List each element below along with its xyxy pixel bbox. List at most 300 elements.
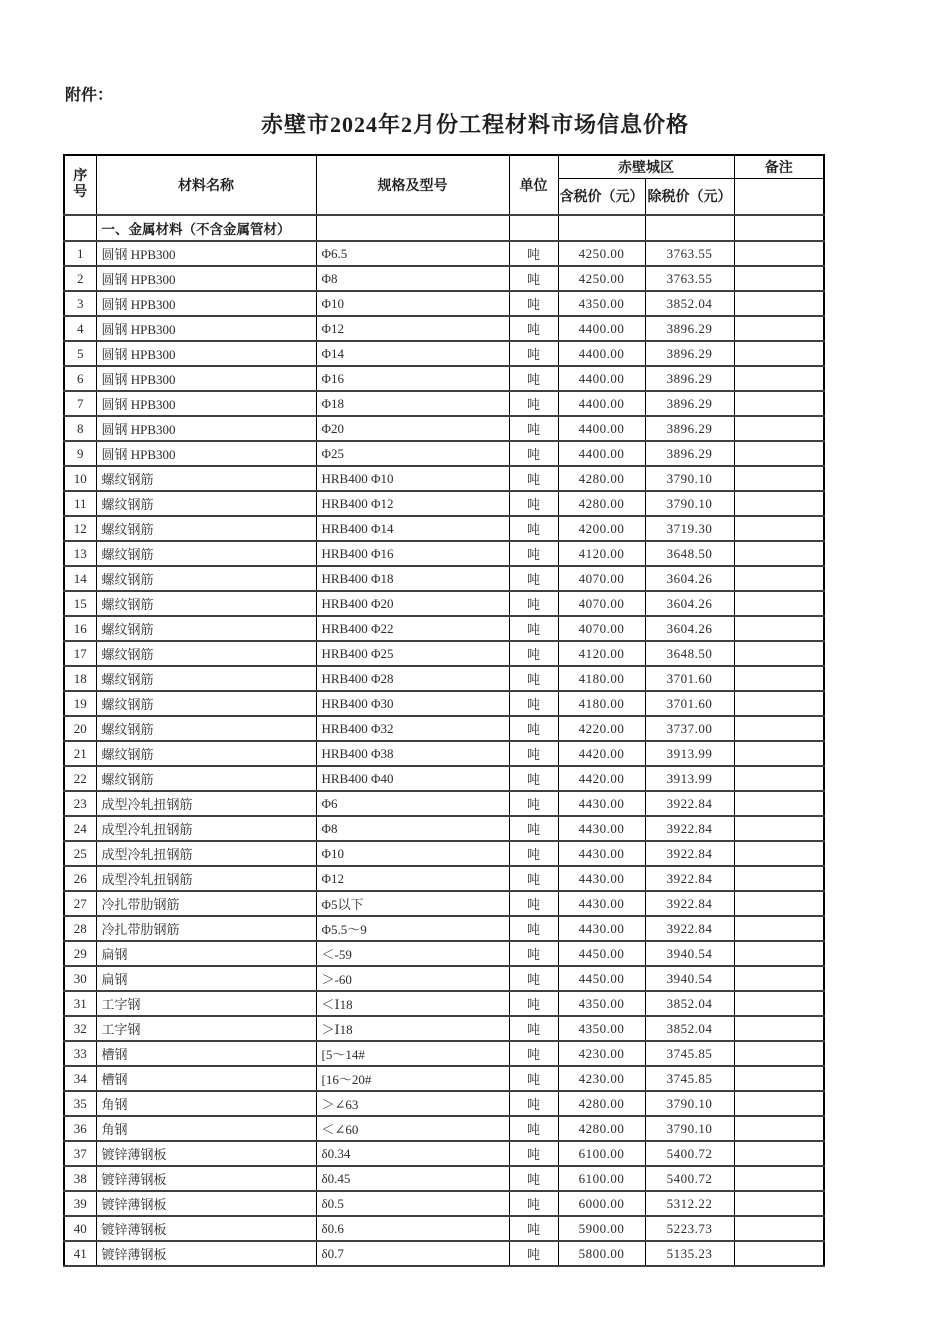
row-spec-model: HRB400 Φ22 (316, 616, 509, 641)
row-remark (734, 1041, 824, 1066)
table-row (64, 941, 824, 966)
row-material-name: 工字钢 (96, 1016, 316, 1041)
row-price-excl-tax: 3701.60 (645, 666, 734, 691)
row-material-name: 成型冷轧扭钢筋 (96, 791, 316, 816)
table-row (64, 1241, 824, 1266)
row-price-excl-tax: 3719.30 (645, 516, 734, 541)
row-material-name: 螺纹钢筋 (96, 691, 316, 716)
row-unit: 吨 (509, 641, 558, 666)
row-spec-model: [5～14# (316, 1041, 509, 1066)
row-unit: 吨 (509, 991, 558, 1016)
row-unit: 吨 (509, 591, 558, 616)
row-spec-model: HRB400 Φ40 (316, 766, 509, 791)
row-material-name: 螺纹钢筋 (96, 591, 316, 616)
row-price-excl-tax: 3790.10 (645, 491, 734, 516)
row-remark (734, 541, 824, 566)
row-seq: 38 (64, 1166, 96, 1191)
table-row (64, 1041, 824, 1066)
table-row (64, 366, 824, 391)
row-unit: 吨 (509, 316, 558, 341)
row-price-incl-tax: 4450.00 (558, 941, 645, 966)
row-unit: 吨 (509, 866, 558, 891)
row-price-excl-tax: 5312.22 (645, 1191, 734, 1216)
row-remark (734, 1191, 824, 1216)
row-remark (734, 941, 824, 966)
row-spec-model: Φ14 (316, 341, 509, 366)
row-remark (734, 691, 824, 716)
row-spec-model: HRB400 Φ25 (316, 641, 509, 666)
table-row (64, 741, 824, 766)
row-remark (734, 291, 824, 316)
row-price-excl-tax: 5223.73 (645, 1216, 734, 1241)
row-material-name: 槽钢 (96, 1041, 316, 1066)
row-seq: 11 (64, 491, 96, 516)
row-seq: 25 (64, 841, 96, 866)
row-material-name: 冷扎带肋钢筋 (96, 916, 316, 941)
row-price-excl-tax: 3896.29 (645, 341, 734, 366)
row-unit: 吨 (509, 941, 558, 966)
row-unit: 吨 (509, 1041, 558, 1066)
row-spec-model: Φ10 (316, 841, 509, 866)
row-spec-model: HRB400 Φ16 (316, 541, 509, 566)
section-remark-cell (734, 215, 824, 241)
row-remark (734, 741, 824, 766)
row-unit: 吨 (509, 416, 558, 441)
row-spec-model: [16～20# (316, 1066, 509, 1091)
row-price-incl-tax: 6100.00 (558, 1166, 645, 1191)
table-row (64, 1066, 824, 1091)
row-material-name: 螺纹钢筋 (96, 666, 316, 691)
row-spec-model: ＞Ⅰ18 (316, 1016, 509, 1041)
row-seq: 28 (64, 916, 96, 941)
row-price-excl-tax: 3745.85 (645, 1066, 734, 1091)
section-title: 一、金属材料（不含金属管材） (96, 215, 316, 241)
row-price-excl-tax: 3922.84 (645, 916, 734, 941)
table-row (64, 441, 824, 466)
row-unit: 吨 (509, 841, 558, 866)
row-remark (734, 616, 824, 641)
row-price-incl-tax: 4430.00 (558, 891, 645, 916)
row-spec-model: HRB400 Φ20 (316, 591, 509, 616)
row-material-name: 圆钢 HPB300 (96, 241, 316, 266)
row-price-excl-tax: 5400.72 (645, 1166, 734, 1191)
row-spec-model: δ0.5 (316, 1191, 509, 1216)
row-seq: 13 (64, 541, 96, 566)
row-price-excl-tax: 3604.26 (645, 616, 734, 641)
row-seq: 40 (64, 1216, 96, 1241)
table-row (64, 591, 824, 616)
row-price-excl-tax: 3896.29 (645, 366, 734, 391)
row-material-name: 圆钢 HPB300 (96, 291, 316, 316)
row-unit: 吨 (509, 291, 558, 316)
row-price-excl-tax: 3940.54 (645, 966, 734, 991)
row-price-incl-tax: 4180.00 (558, 691, 645, 716)
row-spec-model: Φ5以下 (316, 891, 509, 916)
row-unit: 吨 (509, 616, 558, 641)
row-seq: 39 (64, 1191, 96, 1216)
table-row (64, 916, 824, 941)
row-unit: 吨 (509, 391, 558, 416)
table-row (64, 1016, 824, 1041)
row-price-incl-tax: 4070.00 (558, 616, 645, 641)
row-unit: 吨 (509, 466, 558, 491)
row-remark (734, 1241, 824, 1266)
row-price-incl-tax: 5800.00 (558, 1241, 645, 1266)
row-price-excl-tax: 3896.29 (645, 391, 734, 416)
row-price-incl-tax: 4400.00 (558, 441, 645, 466)
column-header-material-name: 材料名称 (96, 155, 316, 215)
material-price-table (63, 154, 825, 1267)
row-remark (734, 716, 824, 741)
row-spec-model: HRB400 Φ10 (316, 466, 509, 491)
row-spec-model: Φ6 (316, 791, 509, 816)
row-price-excl-tax: 3790.10 (645, 1116, 734, 1141)
table-row (64, 1141, 824, 1166)
row-unit: 吨 (509, 566, 558, 591)
table-row (64, 791, 824, 816)
row-unit: 吨 (509, 816, 558, 841)
row-material-name: 圆钢 HPB300 (96, 266, 316, 291)
row-unit: 吨 (509, 366, 558, 391)
row-spec-model: Φ18 (316, 391, 509, 416)
row-material-name: 圆钢 HPB300 (96, 391, 316, 416)
row-material-name: 角钢 (96, 1116, 316, 1141)
row-seq: 14 (64, 566, 96, 591)
row-unit: 吨 (509, 1116, 558, 1141)
row-remark (734, 1016, 824, 1041)
row-remark (734, 666, 824, 691)
table-row (64, 641, 824, 666)
section-seq-cell (64, 215, 96, 241)
table-row (64, 516, 824, 541)
row-price-excl-tax: 3648.50 (645, 641, 734, 666)
row-spec-model: Φ8 (316, 266, 509, 291)
row-unit: 吨 (509, 791, 558, 816)
row-price-excl-tax: 3922.84 (645, 841, 734, 866)
row-remark (734, 366, 824, 391)
column-group-header-district: 赤壁城区 (558, 155, 734, 178)
row-price-excl-tax: 3852.04 (645, 991, 734, 1016)
row-unit: 吨 (509, 1016, 558, 1041)
row-seq: 20 (64, 716, 96, 741)
row-price-incl-tax: 4350.00 (558, 991, 645, 1016)
row-remark (734, 241, 824, 266)
table-row (64, 541, 824, 566)
row-remark (734, 1166, 824, 1191)
table-row (64, 1166, 824, 1191)
row-unit: 吨 (509, 691, 558, 716)
row-material-name: 槽钢 (96, 1066, 316, 1091)
row-unit: 吨 (509, 741, 558, 766)
row-price-incl-tax: 4450.00 (558, 966, 645, 991)
row-unit: 吨 (509, 1141, 558, 1166)
table-row (64, 316, 824, 341)
row-price-incl-tax: 6000.00 (558, 1191, 645, 1216)
row-remark (734, 266, 824, 291)
row-material-name: 螺纹钢筋 (96, 741, 316, 766)
column-header-spec-model: 规格及型号 (316, 155, 509, 215)
row-price-excl-tax: 3922.84 (645, 866, 734, 891)
row-price-excl-tax: 3745.85 (645, 1041, 734, 1066)
row-remark (734, 866, 824, 891)
row-price-incl-tax: 4430.00 (558, 866, 645, 891)
row-price-excl-tax: 5400.72 (645, 1141, 734, 1166)
row-price-excl-tax: 3896.29 (645, 441, 734, 466)
row-unit: 吨 (509, 1066, 558, 1091)
row-price-excl-tax: 3701.60 (645, 691, 734, 716)
row-spec-model: HRB400 Φ12 (316, 491, 509, 516)
row-unit: 吨 (509, 766, 558, 791)
row-price-excl-tax: 3922.84 (645, 791, 734, 816)
row-spec-model: HRB400 Φ38 (316, 741, 509, 766)
row-remark (734, 516, 824, 541)
table-row (64, 666, 824, 691)
row-spec-model: HRB400 Φ32 (316, 716, 509, 741)
row-material-name: 螺纹钢筋 (96, 491, 316, 516)
row-remark (734, 391, 824, 416)
row-price-excl-tax: 3940.54 (645, 941, 734, 966)
row-remark (734, 641, 824, 666)
table-row (64, 1191, 824, 1216)
row-seq: 10 (64, 466, 96, 491)
row-price-incl-tax: 4400.00 (558, 366, 645, 391)
row-remark (734, 816, 824, 841)
table-row (64, 391, 824, 416)
row-spec-model: δ0.45 (316, 1166, 509, 1191)
row-unit: 吨 (509, 1216, 558, 1241)
row-seq: 18 (64, 666, 96, 691)
row-material-name: 螺纹钢筋 (96, 641, 316, 666)
row-price-incl-tax: 4070.00 (558, 566, 645, 591)
row-seq: 31 (64, 991, 96, 1016)
row-price-excl-tax: 3763.55 (645, 266, 734, 291)
row-seq: 41 (64, 1241, 96, 1266)
row-spec-model: HRB400 Φ30 (316, 691, 509, 716)
row-seq: 1 (64, 241, 96, 266)
row-price-excl-tax: 5135.23 (645, 1241, 734, 1266)
row-seq: 30 (64, 966, 96, 991)
table-row (64, 266, 824, 291)
table-row (64, 291, 824, 316)
row-spec-model: δ0.34 (316, 1141, 509, 1166)
row-material-name: 螺纹钢筋 (96, 716, 316, 741)
column-header-unit: 单位 (509, 155, 558, 215)
row-material-name: 螺纹钢筋 (96, 466, 316, 491)
row-price-excl-tax: 3737.00 (645, 716, 734, 741)
row-material-name: 螺纹钢筋 (96, 541, 316, 566)
row-spec-model: HRB400 Φ18 (316, 566, 509, 591)
row-seq: 16 (64, 616, 96, 641)
row-price-incl-tax: 4200.00 (558, 516, 645, 541)
row-spec-model: HRB400 Φ28 (316, 666, 509, 691)
row-material-name: 角钢 (96, 1091, 316, 1116)
row-spec-model: ＜∠60 (316, 1116, 509, 1141)
row-unit: 吨 (509, 266, 558, 291)
row-remark (734, 966, 824, 991)
row-material-name: 螺纹钢筋 (96, 516, 316, 541)
table-row (64, 616, 824, 641)
row-price-excl-tax: 3922.84 (645, 816, 734, 841)
row-seq: 3 (64, 291, 96, 316)
row-unit: 吨 (509, 891, 558, 916)
row-remark (734, 916, 824, 941)
row-price-excl-tax: 3896.29 (645, 316, 734, 341)
row-price-incl-tax: 4430.00 (558, 916, 645, 941)
row-spec-model: ＜Ⅰ18 (316, 991, 509, 1016)
row-seq: 33 (64, 1041, 96, 1066)
row-price-incl-tax: 4420.00 (558, 766, 645, 791)
row-material-name: 螺纹钢筋 (96, 766, 316, 791)
table-row (64, 416, 824, 441)
row-remark (734, 791, 824, 816)
row-remark (734, 766, 824, 791)
row-material-name: 扁钢 (96, 941, 316, 966)
column-header-remark-empty (734, 178, 824, 215)
section-spec-cell (316, 215, 509, 241)
table-row (64, 1116, 824, 1141)
row-unit: 吨 (509, 541, 558, 566)
row-seq: 6 (64, 366, 96, 391)
section-unit-cell (509, 215, 558, 241)
column-header-remark: 备注 (734, 155, 824, 178)
row-price-excl-tax: 3896.29 (645, 416, 734, 441)
row-price-incl-tax: 4430.00 (558, 816, 645, 841)
row-spec-model: δ0.6 (316, 1216, 509, 1241)
row-spec-model: ＞∠63 (316, 1091, 509, 1116)
row-unit: 吨 (509, 916, 558, 941)
row-material-name: 镀锌薄钢板 (96, 1191, 316, 1216)
row-remark (734, 991, 824, 1016)
table-row (64, 816, 824, 841)
table-body (64, 215, 824, 1266)
table-row (64, 466, 824, 491)
row-seq: 19 (64, 691, 96, 716)
row-seq: 26 (64, 866, 96, 891)
column-header-seq: 序号 (64, 155, 96, 215)
section-excl-cell (645, 215, 734, 241)
table-row (64, 891, 824, 916)
row-material-name: 工字钢 (96, 991, 316, 1016)
row-spec-model: Φ6.5 (316, 241, 509, 266)
row-price-excl-tax: 3913.99 (645, 741, 734, 766)
table-row (64, 766, 824, 791)
row-price-incl-tax: 4250.00 (558, 266, 645, 291)
row-price-incl-tax: 4400.00 (558, 416, 645, 441)
row-material-name: 扁钢 (96, 966, 316, 991)
row-price-excl-tax: 3763.55 (645, 241, 734, 266)
row-remark (734, 491, 824, 516)
row-price-excl-tax: 3913.99 (645, 766, 734, 791)
row-remark (734, 841, 824, 866)
row-remark (734, 1141, 824, 1166)
row-remark (734, 1116, 824, 1141)
row-price-incl-tax: 4280.00 (558, 1116, 645, 1141)
row-spec-model: Φ5.5～9 (316, 916, 509, 941)
table-row (64, 991, 824, 1016)
row-unit: 吨 (509, 516, 558, 541)
row-seq: 5 (64, 341, 96, 366)
row-price-incl-tax: 4400.00 (558, 341, 645, 366)
row-price-incl-tax: 4280.00 (558, 491, 645, 516)
row-material-name: 圆钢 HPB300 (96, 441, 316, 466)
row-spec-model: Φ8 (316, 816, 509, 841)
row-spec-model: δ0.7 (316, 1241, 509, 1266)
page-title: 赤壁市2024年2月份工程材料市场信息价格 (260, 112, 689, 137)
table-row (64, 841, 824, 866)
row-seq: 4 (64, 316, 96, 341)
row-seq: 34 (64, 1066, 96, 1091)
row-price-excl-tax: 3922.84 (645, 891, 734, 916)
row-material-name: 冷扎带肋钢筋 (96, 891, 316, 916)
row-material-name: 圆钢 HPB300 (96, 416, 316, 441)
row-seq: 12 (64, 516, 96, 541)
row-spec-model: Φ10 (316, 291, 509, 316)
row-price-excl-tax: 3852.04 (645, 291, 734, 316)
table-row (64, 341, 824, 366)
row-remark (734, 316, 824, 341)
row-remark (734, 466, 824, 491)
row-material-name: 镀锌薄钢板 (96, 1141, 316, 1166)
row-price-incl-tax: 5900.00 (558, 1216, 645, 1241)
table-header (64, 155, 824, 215)
table-row (64, 491, 824, 516)
row-seq: 21 (64, 741, 96, 766)
row-unit: 吨 (509, 341, 558, 366)
row-remark (734, 416, 824, 441)
row-spec-model: ＞-60 (316, 966, 509, 991)
table-row (64, 241, 824, 266)
row-material-name: 圆钢 HPB300 (96, 366, 316, 391)
row-price-incl-tax: 4230.00 (558, 1066, 645, 1091)
row-material-name: 圆钢 HPB300 (96, 316, 316, 341)
row-remark (734, 891, 824, 916)
row-price-incl-tax: 4220.00 (558, 716, 645, 741)
row-remark (734, 341, 824, 366)
row-price-incl-tax: 4230.00 (558, 1041, 645, 1066)
row-spec-model: ＜-59 (316, 941, 509, 966)
row-price-incl-tax: 4350.00 (558, 1016, 645, 1041)
row-price-excl-tax: 3790.10 (645, 466, 734, 491)
row-unit: 吨 (509, 1191, 558, 1216)
row-material-name: 镀锌薄钢板 (96, 1241, 316, 1266)
row-remark (734, 1216, 824, 1241)
row-material-name: 圆钢 HPB300 (96, 341, 316, 366)
row-unit: 吨 (509, 1241, 558, 1266)
row-price-excl-tax: 3604.26 (645, 566, 734, 591)
row-remark (734, 566, 824, 591)
table-row (64, 1216, 824, 1241)
row-seq: 36 (64, 1116, 96, 1141)
row-price-incl-tax: 4430.00 (558, 791, 645, 816)
row-seq: 9 (64, 441, 96, 466)
row-unit: 吨 (509, 491, 558, 516)
row-unit: 吨 (509, 966, 558, 991)
row-price-excl-tax: 3648.50 (645, 541, 734, 566)
row-unit: 吨 (509, 716, 558, 741)
row-seq: 27 (64, 891, 96, 916)
row-unit: 吨 (509, 241, 558, 266)
row-price-incl-tax: 4120.00 (558, 541, 645, 566)
table-row (64, 866, 824, 891)
row-seq: 15 (64, 591, 96, 616)
row-price-incl-tax: 4280.00 (558, 1091, 645, 1116)
row-seq: 22 (64, 766, 96, 791)
row-seq: 29 (64, 941, 96, 966)
row-material-name: 螺纹钢筋 (96, 616, 316, 641)
table-row (64, 716, 824, 741)
row-material-name: 成型冷轧扭钢筋 (96, 866, 316, 891)
table-row (64, 691, 824, 716)
